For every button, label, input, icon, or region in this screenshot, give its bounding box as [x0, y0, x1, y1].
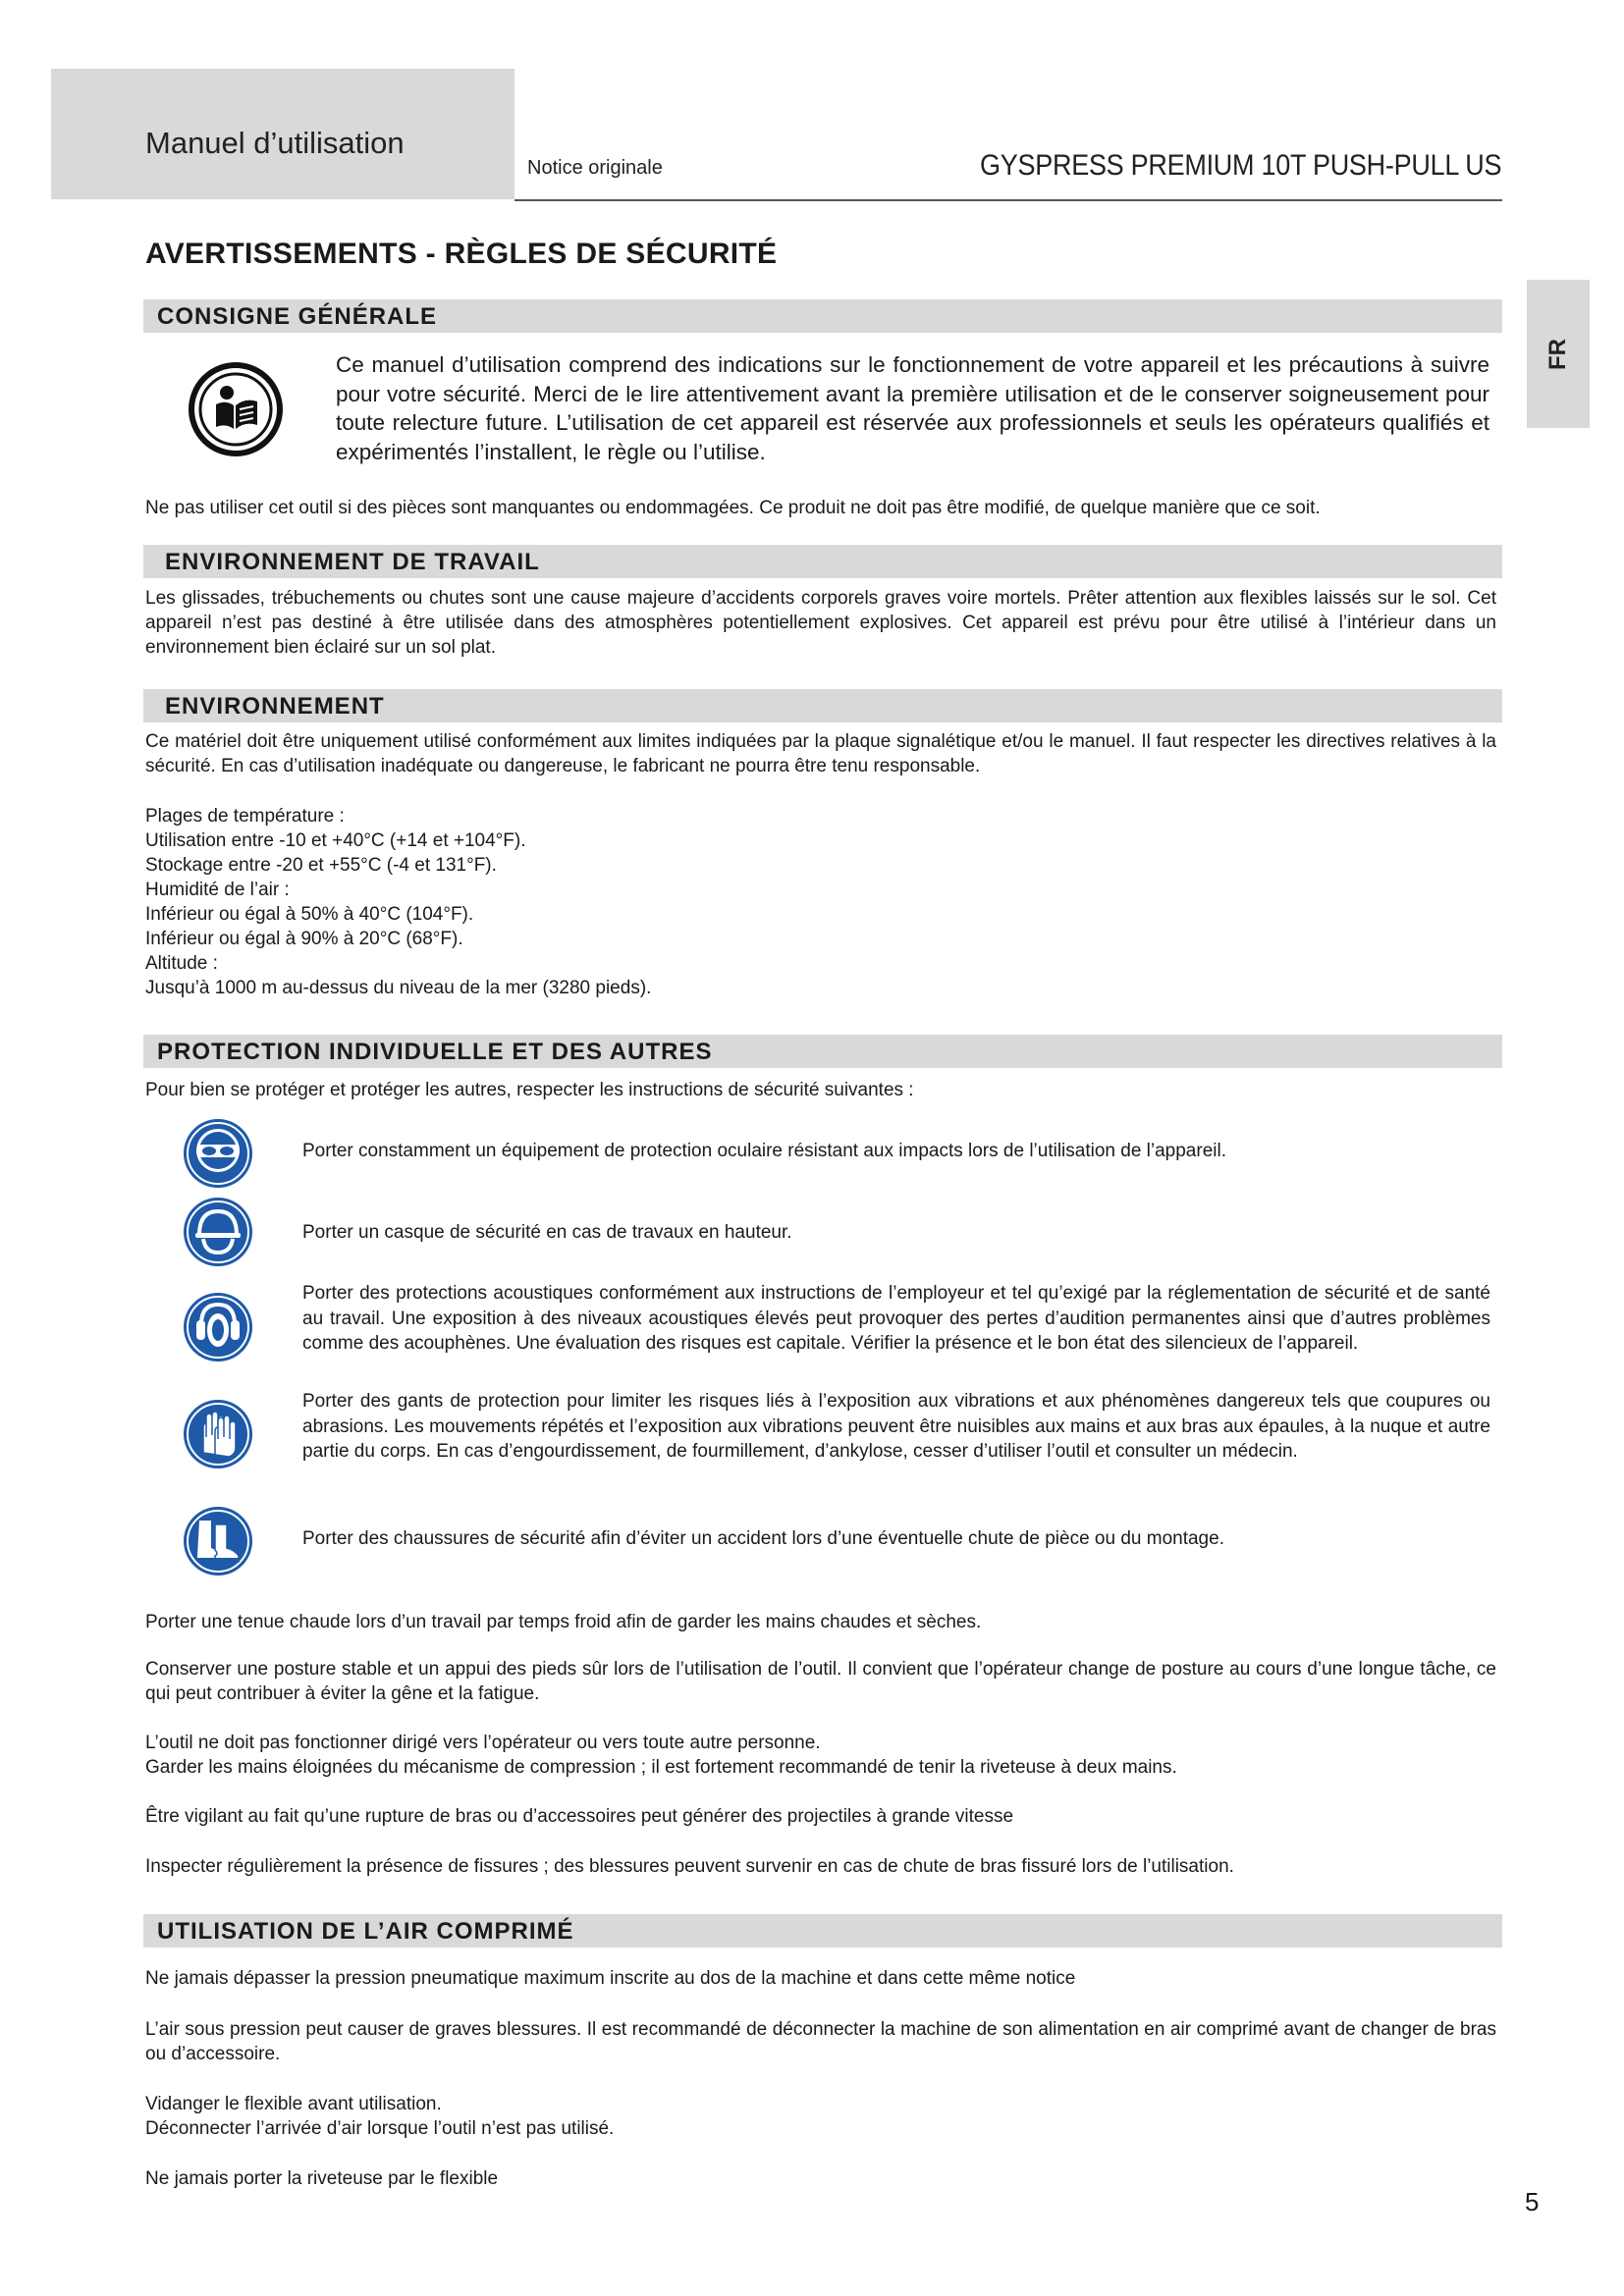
general-note: Ne pas utiliser cet outil si des pièces sont manquantes ou endommagées. Ce produit ne doit pas être modifié, de quelque manière que ce soit. — [145, 498, 1321, 518]
protection-paragraph: Inspecter régulièrement la présence de fissures ; des blessures peuvent survenir en cas de chute de bras fissuré lors de l’utilisation. — [145, 1856, 1234, 1877]
spec-line: Inférieur ou égal à 50% à 40°C (104°F). — [145, 904, 474, 925]
language-label: FR — [1544, 338, 1571, 370]
environment-text: Ce matériel doit être uniquement utilisé conformément aux limites indiquées par la plaque signalétique et/ou le manuel. Il faut respecter les directives relatives à la sécurité. En cas d’utilisation inadéquate ou dangereuse, le fabricant ne pourra être tenu responsable. — [145, 731, 1496, 776]
spec-line: Utilisation entre -10 et +40°C (+14 et +104°F). — [145, 830, 526, 851]
ppe-item-glasses: Porter constamment un équipement de protection oculaire résistant aux impacts lors de l’utilisation de l’appareil. — [302, 1141, 1226, 1161]
protection-line: L’outil ne doit pas fonctionner dirigé vers l’opérateur ou vers toute autre personne. — [145, 1733, 821, 1753]
section-heading-environment — [143, 689, 1502, 722]
spec-line: Stockage entre -20 et +55°C (-4 et 131°F). — [145, 855, 497, 876]
ppe-item-ear: Porter des protections acoustiques conformément aux instructions de l’employeur et tel qu’exigé par la réglementation de sécurité et de santé au travail. Une exposition à des niveaux acoustiques élevés peut provoquer des pertes d’audition permanentes ainsi que d’autres problèmes comme des acouphènes. Une évaluation des risques est capitale. Vérifier la présence et le bon état des silencieux de l’appareil. — [302, 1283, 1490, 1354]
ppe-item-boots: Porter des chaussures de sécurité afin d’éviter un accident lors d’une éventuelle chute de pièce ou du montage. — [302, 1528, 1224, 1549]
read-manual-icon — [187, 360, 285, 458]
safety-glasses-icon — [182, 1117, 254, 1190]
air-line: Déconnecter l’arrivée d’air lorsque l’outil n’est pas utilisé. — [145, 2118, 615, 2139]
section-heading-work-env — [143, 545, 1502, 578]
ppe-item-helmet: Porter un casque de sécurité en cas de travaux en hauteur. — [302, 1222, 792, 1243]
air-paragraph: Ne jamais porter la riveteuse par le flexible — [145, 2168, 499, 2189]
protection-paragraph: Conserver une posture stable et un appui des pieds sûr lors de l’utilisation de l’outil. Il convient que l’opérateur change de posture au cours d’une longue tâche, ce qui peut contribuer à éviter la gêne et la fatigue. — [145, 1659, 1496, 1704]
spec-line: Plages de température : — [145, 806, 345, 827]
hard-hat-icon — [182, 1196, 254, 1268]
section-heading-general — [143, 299, 1502, 333]
header-title: Manuel d’utilisation — [145, 126, 405, 160]
section-heading-label: PROTECTION INDIVIDUELLE ET DES AUTRES — [157, 1039, 713, 1065]
language-tab — [1527, 280, 1590, 428]
spec-line: Inférieur ou égal à 90% à 20°C (68°F). — [145, 929, 463, 949]
protection-paragraph: Porter une tenue chaude lors d’un travail par temps froid afin de garder les mains chaudes et sèches. — [145, 1612, 982, 1632]
protection-paragraph: Être vigilant au fait qu’une rupture de bras ou d’accessoires peut générer des projectiles à grande vitesse — [145, 1806, 1014, 1827]
protection-paragraph — [145, 1731, 1496, 1780]
air-paragraph: L’air sous pression peut causer de graves blessures. Il est recommandé de déconnecter la machine de son alimentation en air comprimé avant de changer de bras ou d’accessoire. — [145, 2019, 1496, 2064]
section-heading-air — [143, 1914, 1502, 1948]
header-subtitle: Notice originale — [527, 157, 663, 179]
section-heading-label: ENVIRONNEMENT DE TRAVAIL — [165, 549, 540, 575]
protection-intro: Pour bien se protéger et protéger les autres, respecter les instructions de sécurité suivantes : — [145, 1080, 914, 1100]
ppe-item-gloves: Porter des gants de protection pour limiter les risques liés à l’exposition aux vibrations et aux phénomènes dangereux tels que coupures ou abrasions. Les mouvements répétés et l’exposition aux vibrations peuvent être nuisibles aux mains et aux bras aux épaules, à la nuque et autre partie du corps. En cas d’engourdissement, de fourmillement, d’ankylose, cesser d’utiliser l’outil et consulter un médecin. — [302, 1391, 1490, 1462]
air-paragraph — [145, 2092, 1496, 2141]
spec-line: Humidité de l’air : — [145, 880, 290, 900]
header-product: GYSPRESS PREMIUM 10T PUSH-PULL US — [979, 149, 1501, 182]
section-heading-label: CONSIGNE GÉNÉRALE — [157, 303, 438, 330]
page-number: 5 — [1525, 2187, 1540, 2216]
gloves-icon — [182, 1398, 254, 1470]
section-heading-label: UTILISATION DE L’AIR COMPRIMÉ — [157, 1918, 574, 1945]
safety-boots-icon — [182, 1505, 254, 1577]
header-divider — [514, 199, 1502, 201]
environment-specs — [145, 804, 1496, 1000]
section-heading-label: ENVIRONNEMENT — [165, 693, 385, 720]
general-intro: Ce manuel d’utilisation comprend des indications sur le fonctionnement de votre appareil et les précautions à suivre pour votre sécurité. Merci de le lire attentivement avant la première utilisation et de le conserver soigneusement pour toute relecture future. L’utilisation de cet appareil est réservée aux professionnels et seuls les opérateurs qualifiés et expérimentés l’installent, le règle ou l’utilise. — [336, 352, 1489, 464]
page-title: AVERTISSEMENTS - RÈGLES DE SÉCURITÉ — [145, 238, 778, 270]
spec-line: Jusqu’à 1000 m au-dessus du niveau de la mer (3280 pieds). — [145, 978, 652, 998]
section-heading-protection — [143, 1035, 1502, 1068]
protection-line: Garder les mains éloignées du mécanisme de compression ; il est fortement recommandé de tenir la riveteuse à deux mains. — [145, 1757, 1177, 1778]
spec-line: Altitude : — [145, 953, 218, 974]
work-env-text: Les glissades, trébuchements ou chutes sont une cause majeure d’accidents corporels graves voire mortels. Prêter attention aux flexibles laissés sur le sol. Cet appareil n’est pas destiné à être utilisée dans des atmosphères potentiellement explosives. Cet appareil est prévu pour être utilisé à l’intérieur dans un environnement bien éclairé sur un sol plat. — [145, 588, 1496, 658]
air-line: Vidanger le flexible avant utilisation. — [145, 2094, 442, 2114]
ear-protection-icon — [182, 1291, 254, 1363]
air-paragraph: Ne jamais dépasser la pression pneumatique maximum inscrite au dos de la machine et dans cette même notice — [145, 1968, 1076, 1989]
